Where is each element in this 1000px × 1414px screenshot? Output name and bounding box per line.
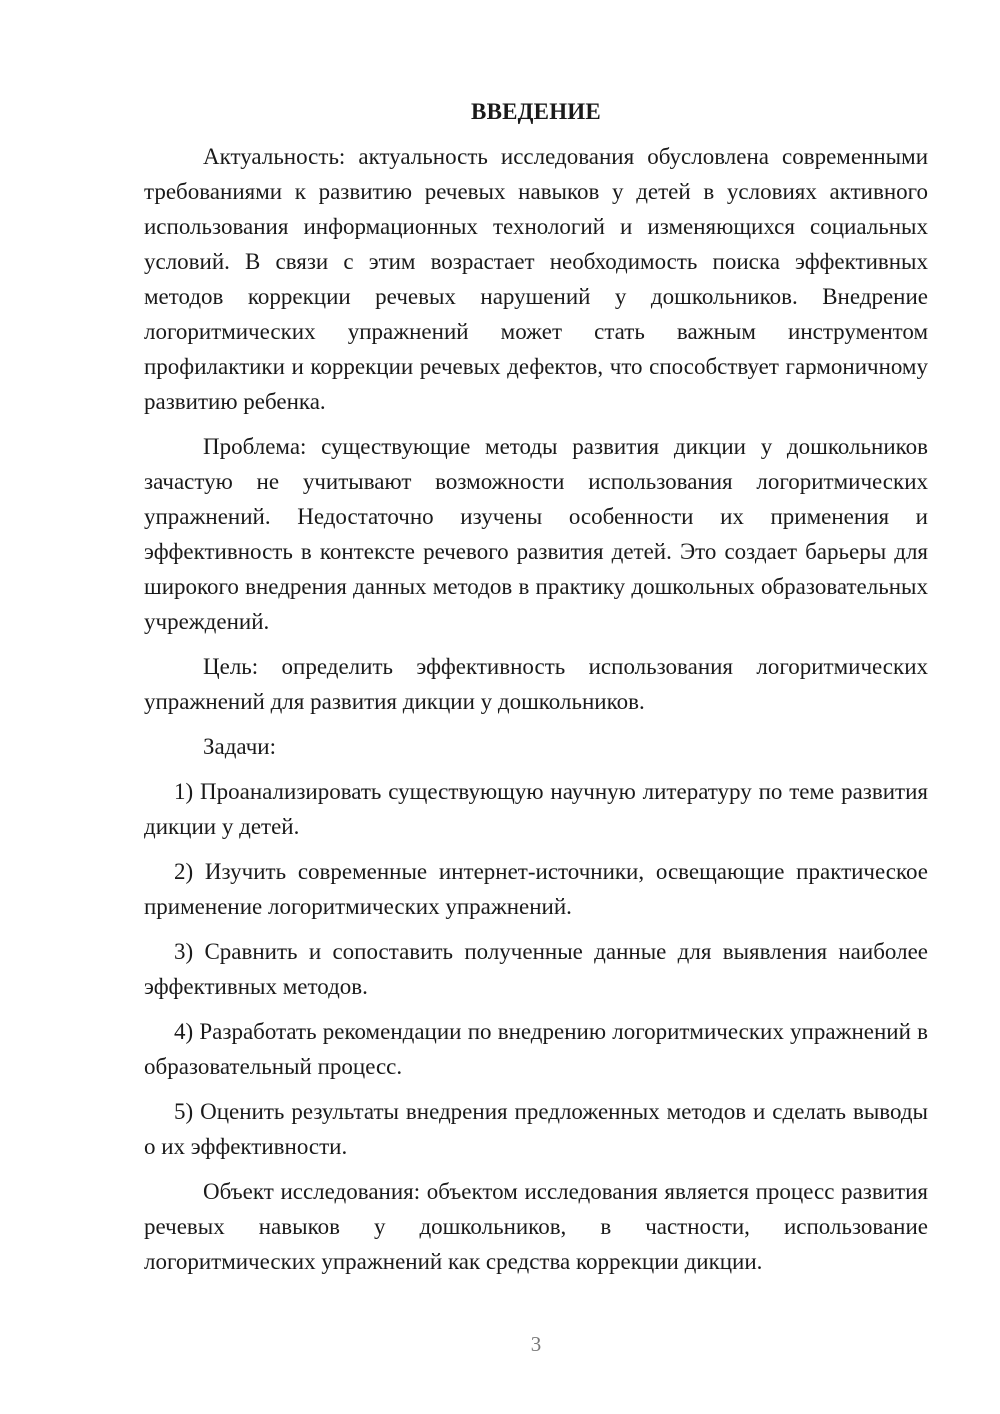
tasks-label: Задачи: bbox=[203, 734, 276, 759]
paragraph-goal: Цель: определить эффективность использования логоритмических упражнений для развития дикции у дошкольников. bbox=[144, 654, 928, 714]
page-number: 3 bbox=[530, 1332, 542, 1356]
task-item: 1) Проанализировать существующую научную литературу по теме развития дикции у детей. bbox=[144, 779, 928, 839]
task-item: 5) Оценить результаты внедрения предложенных методов и сделать выводы о их эффективности. bbox=[144, 1099, 928, 1159]
page-body bbox=[144, 94, 928, 1289]
paragraph-object: Объект исследования: объектом исследования является процесс развития речевых навыков у дошкольников, в частности, использование логоритмических упражнений как средства коррекции дикции. bbox=[144, 1179, 928, 1274]
task-item: 3) Сравнить и сопоставить полученные данные для выявления наиболее эффективных методов. bbox=[144, 939, 928, 999]
section-heading: ВВЕДЕНИЕ bbox=[471, 99, 601, 124]
tasks-list bbox=[144, 774, 928, 1164]
paragraph-problem: Проблема: существующие методы развития дикции у дошкольников зачастую не учитывают возможности использования логоритмических упражнений. Недостаточно изучены особенности их применения и эффективность в контексте речевого развития детей. Это создает барьеры для широкого внедрения данных методов в практику дошкольных образовательных учреждений. bbox=[144, 434, 928, 634]
task-item: 2) Изучить современные интернет-источники, освещающие практическое применение логоритмических упражнений. bbox=[144, 859, 928, 919]
task-item: 4) Разработать рекомендации по внедрению логоритмических упражнений в образовательный процесс. bbox=[144, 1019, 928, 1079]
paragraph-relevance: Актуальность: актуальность исследования обусловлена современными требованиями к развитию речевых навыков у детей в условиях активного использования информационных технологий и изменяющихся социальных условий. В связи с этим возрастает необходимость поиска эффективных методов коррекции речевых нарушений у дошкольников. Внедрение логоритмических упражнений может стать важным инструментом профилактики и коррекции речевых дефектов, что способствует гармоничному развитию ребенка. bbox=[144, 144, 928, 414]
